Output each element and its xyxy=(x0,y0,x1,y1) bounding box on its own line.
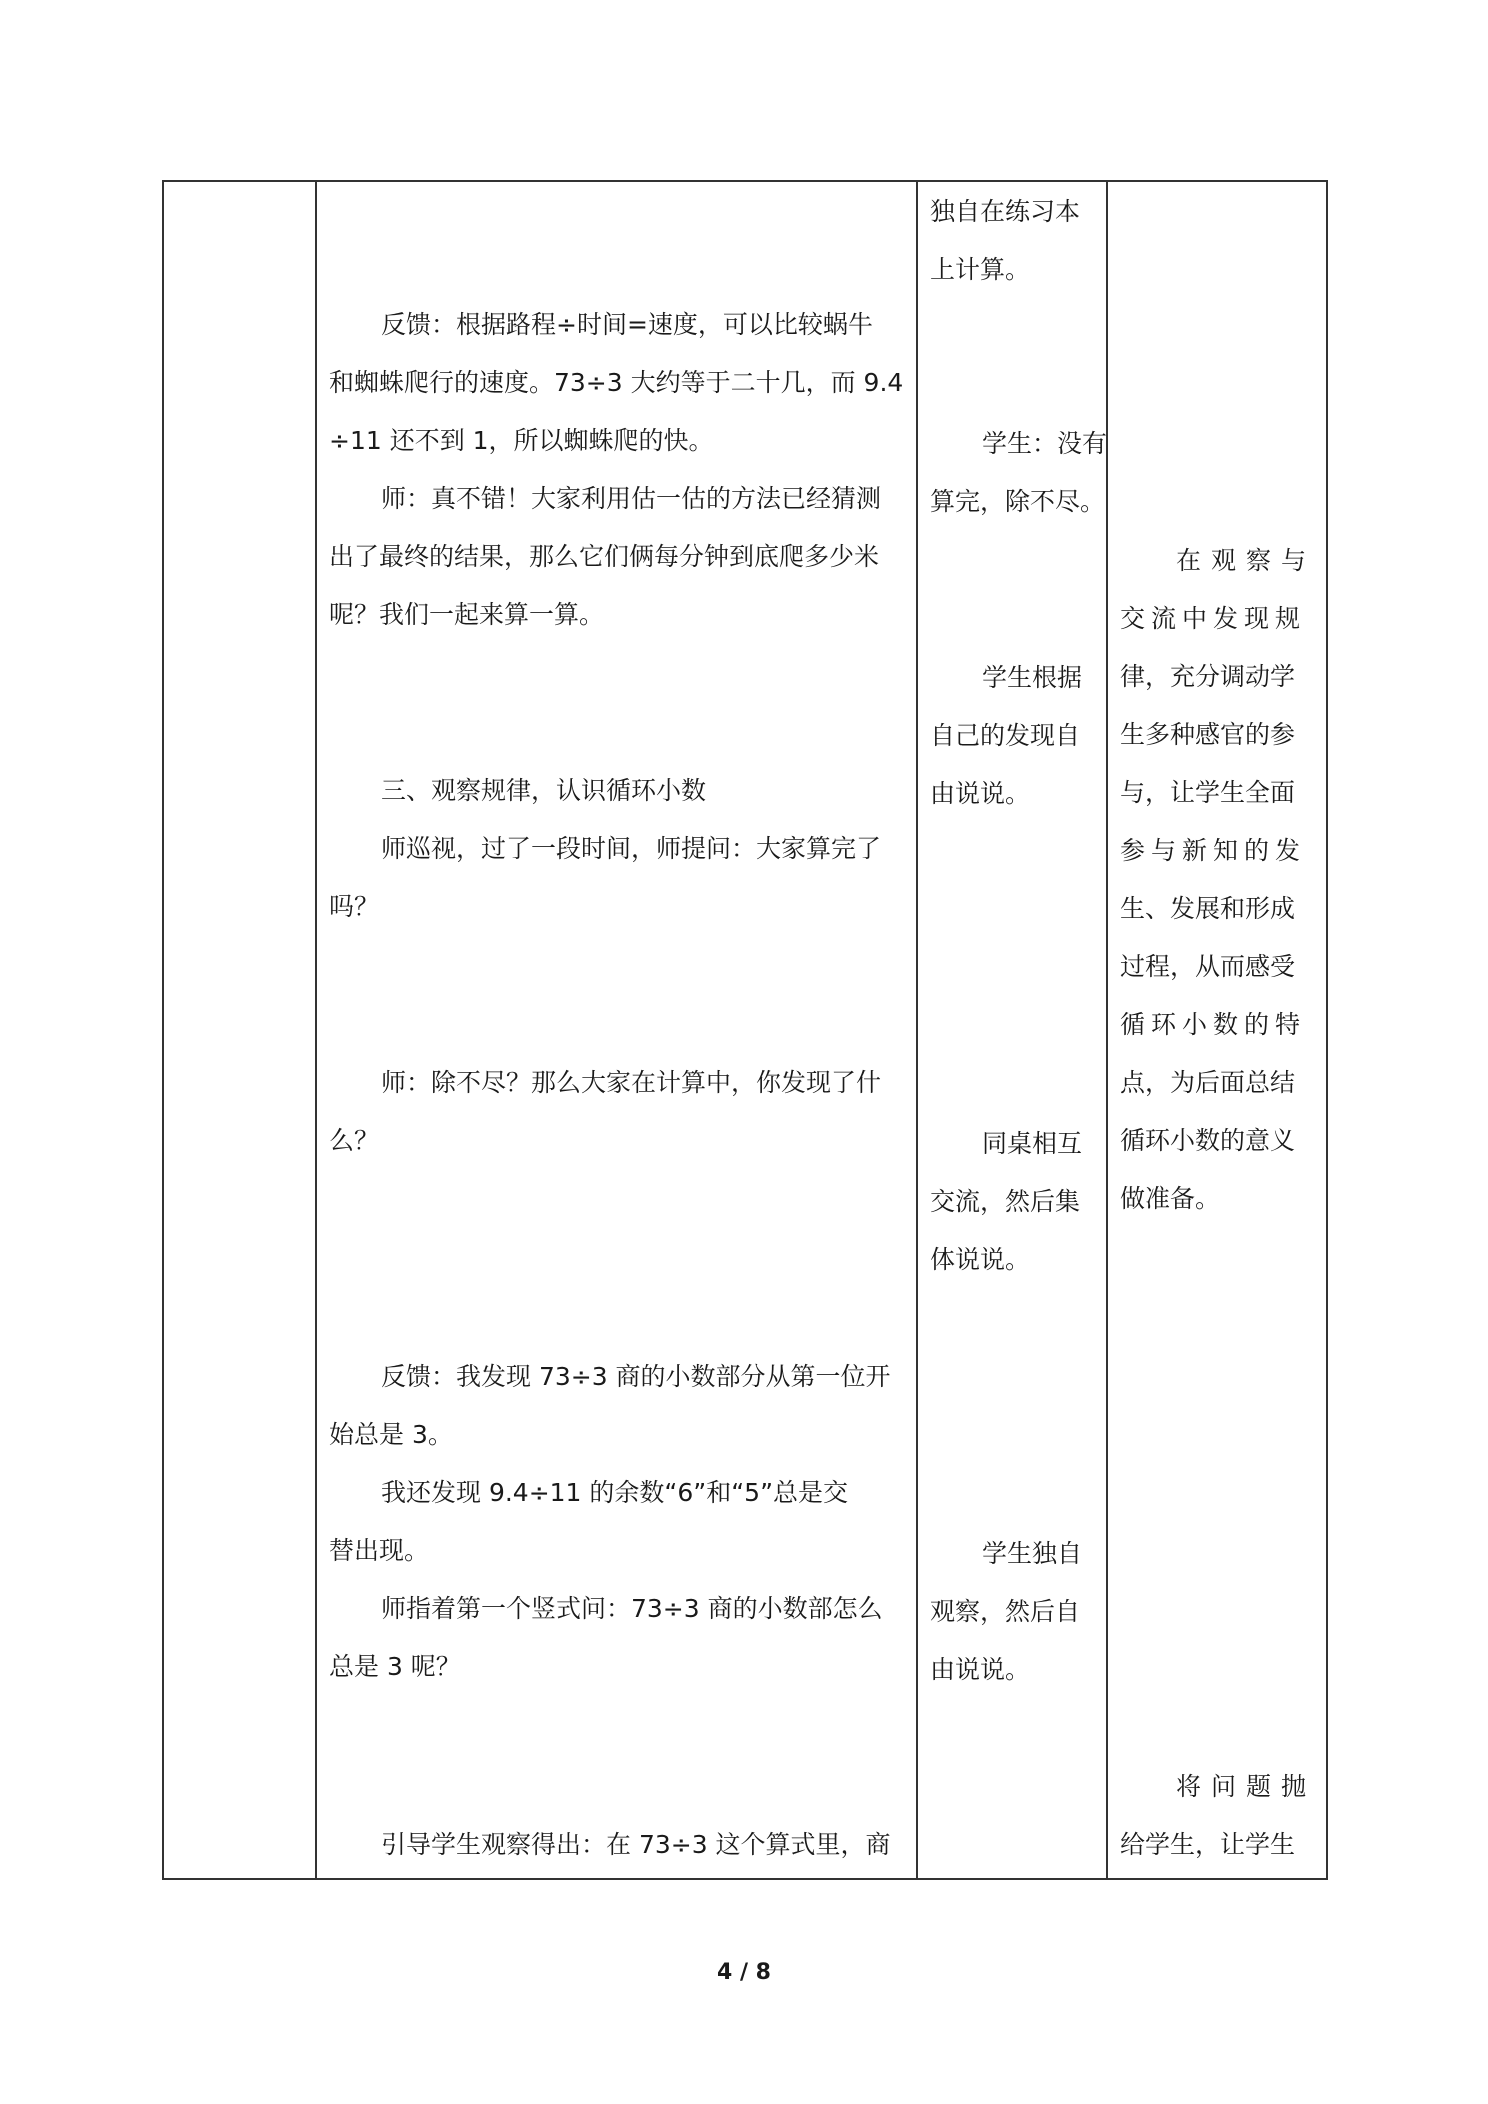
text-line: 反馈：我发现 73÷3 商的小数部分从第一位开 xyxy=(381,1362,891,1391)
text-line: 替出现。 xyxy=(329,1536,430,1565)
text-line: 始总是 3。 xyxy=(329,1420,453,1449)
text-line: 上计算。 xyxy=(930,255,1031,284)
text-line: 将问题抛 xyxy=(1176,1772,1317,1801)
text-line: 和蜘蛛爬行的速度。73÷3 大约等于二十几，而 9.4 xyxy=(329,368,904,397)
text-line: 自己的发现自 xyxy=(930,721,1081,750)
text-line: 由说说。 xyxy=(930,1655,1031,1684)
column-teacher-activity xyxy=(315,182,916,1878)
text-line: 给学生，让学生 xyxy=(1120,1830,1296,1859)
text-line: 独自在练习本 xyxy=(930,197,1081,226)
text-line: 学生根据 xyxy=(982,663,1083,692)
text-line: 算完，除不尽。 xyxy=(930,487,1106,516)
text-line: 师：除不尽？那么大家在计算中，你发现了什 xyxy=(381,1068,882,1097)
text-line: 反馈：根据路程÷时间=速度，可以比较蜗牛 xyxy=(381,310,873,339)
column-student-activity xyxy=(916,182,1106,1878)
text-line: 生、发展和形成 xyxy=(1120,894,1296,923)
section-heading: 三、观察规律，认识循环小数 xyxy=(381,776,707,805)
text-line: 学生独自 xyxy=(982,1539,1083,1568)
text-line: 呢？我们一起来算一算。 xyxy=(329,600,605,629)
text-line: ÷11 还不到 1，所以蜘蛛爬的快。 xyxy=(329,426,714,455)
text-line: 学生：没有 xyxy=(982,429,1108,458)
text-line: 交流中发现规 xyxy=(1120,604,1307,633)
text-line: 生多种感官的参 xyxy=(1120,720,1296,749)
text-line: 做准备。 xyxy=(1120,1184,1221,1213)
text-line: 点，为后面总结 xyxy=(1120,1068,1296,1097)
text-line: 我还发现 9.4÷11 的余数“6”和“5”总是交 xyxy=(381,1478,849,1507)
column-design-intent xyxy=(1106,182,1330,1878)
text-line: 体说说。 xyxy=(930,1245,1031,1274)
text-line: 吗？ xyxy=(329,892,380,921)
text-line: 么？ xyxy=(329,1126,380,1155)
page-number: 4 / 8 xyxy=(717,1960,771,1985)
text-line: 观察，然后自 xyxy=(930,1597,1081,1626)
text-line: 参与新知的发 xyxy=(1120,836,1307,865)
text-line: 循环小数的意义 xyxy=(1120,1126,1296,1155)
text-line: 在观察与 xyxy=(1176,546,1317,575)
text-line: 过程，从而感受 xyxy=(1120,952,1296,981)
text-line: 师指着第一个竖式问：73÷3 商的小数部怎么 xyxy=(381,1594,883,1623)
text-line: 出了最终的结果，那么它们俩每分钟到底爬多少米 xyxy=(329,542,880,571)
text-line: 与，让学生全面 xyxy=(1120,778,1296,807)
text-line: 同桌相互 xyxy=(982,1129,1083,1158)
text-line: 循环小数的特 xyxy=(1120,1010,1307,1039)
text-line: 师：真不错！大家利用估一估的方法已经猜测 xyxy=(381,484,882,513)
lesson-plan-table xyxy=(162,180,1328,1880)
text-line: 由说说。 xyxy=(930,779,1031,808)
text-line: 交流，然后集 xyxy=(930,1187,1081,1216)
text-line: 师巡视，过了一段时间，师提问：大家算完了 xyxy=(381,834,882,863)
text-line: 引导学生观察得出：在 73÷3 这个算式里，商 xyxy=(381,1830,891,1859)
text-line: 律，充分调动学 xyxy=(1120,662,1296,691)
text-line: 总是 3 呢？ xyxy=(329,1652,461,1681)
